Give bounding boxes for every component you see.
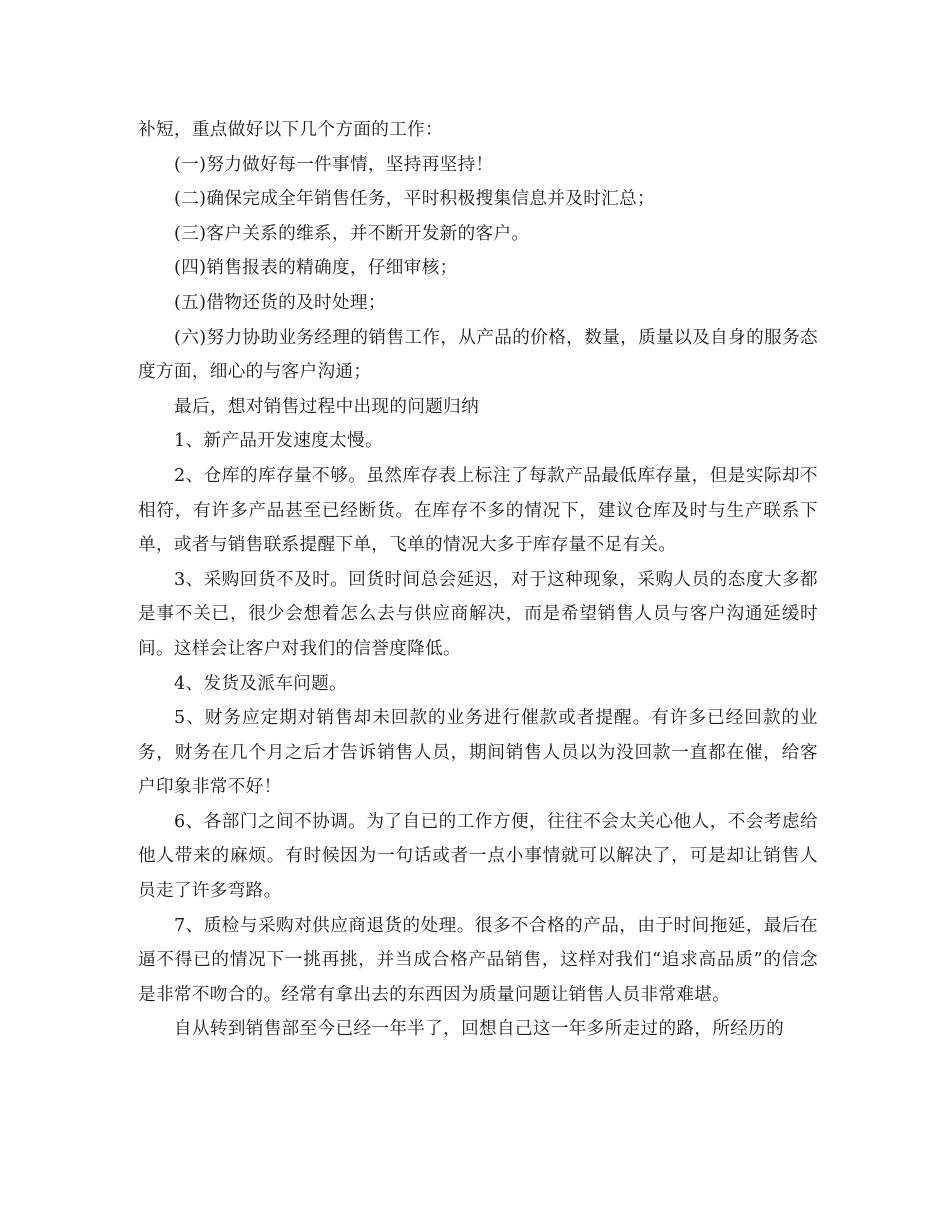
paragraph: (四)销售报表的精确度，仔细审核； — [174, 258, 458, 279]
paragraph: 5、财务应定期对销售却未回款的业务进行催款或者提醒。有许多已经回款的业务，财务在几个月之后才告诉销售人员，期间销售人员以为没回款一直都在催，给客户印象非常不好！ — [138, 708, 818, 798]
paragraph: 6、各部门之间不协调。为了自已的工作方便，往往不会太关心他人，不会考虑给他人带来的麻烦。有时候因为一句话或者一点小事情就可以解决了，可是却让销售人员走了许多弯路。 — [138, 811, 818, 902]
paragraph: (六)努力协助业务经理的销售工作，从产品的价格，数量，质量以及自身的服务态度方面，细心的与客户沟通； — [138, 327, 818, 383]
paragraph: 3、采购回货不及时。回货时间总会延迟，对于这种现象，采购人员的态度大多都是事不关已，很少会想着怎么去与供应商解决，而是希望销售人员与客户沟通延缓时间。这样会让客户对我们的信誉度降低。 — [138, 569, 818, 659]
paragraph: 自从转到销售部至今已经一年半了，回想自己这一年多所走过的路，所经历的 — [174, 1019, 785, 1040]
paragraph: 4、发货及派车问题。 — [174, 673, 348, 694]
paragraph: 补短，重点做好以下几个方面的工作： — [138, 120, 444, 140]
paragraph: (五)借物还货的及时处理； — [174, 292, 386, 313]
paragraph: (一)努力做好每一件事情，坚持再坚持！ — [174, 154, 494, 175]
paragraph: (二)确保完成全年销售任务，平时积极搜集信息并及时汇总； — [174, 189, 655, 210]
paragraph: 7、质检与采购对供应商退货的处理。很多不合格的产品，由于时间拖延，最后在逼不得已的情况下一挑再挑，并当成合格产品销售，这样对我们“追求高品质”的信念是非常不吻合的。经常有拿出去的东西因为质量问题让销售人员非常难堪。 — [138, 915, 818, 1005]
paragraph: 2、仓库的库存量不够。虽然库存表上标注了每款产品最低库存量，但是实际却不相符，有许多产品甚至已经断货。在库存不多的情况下，建议仓库及时与生产联系下单，或者与销售联系提醒下单，飞单的情况大多于库存量不足有关。 — [138, 465, 818, 556]
paragraph: (三)客户关系的维系，并不断开发新的客户。 — [174, 223, 530, 244]
document-body — [138, 113, 818, 1047]
paragraph: 1、新产品开发速度太慢。 — [174, 431, 383, 452]
paragraph: 最后，想对销售过程中出现的问题归纳 — [174, 396, 480, 417]
